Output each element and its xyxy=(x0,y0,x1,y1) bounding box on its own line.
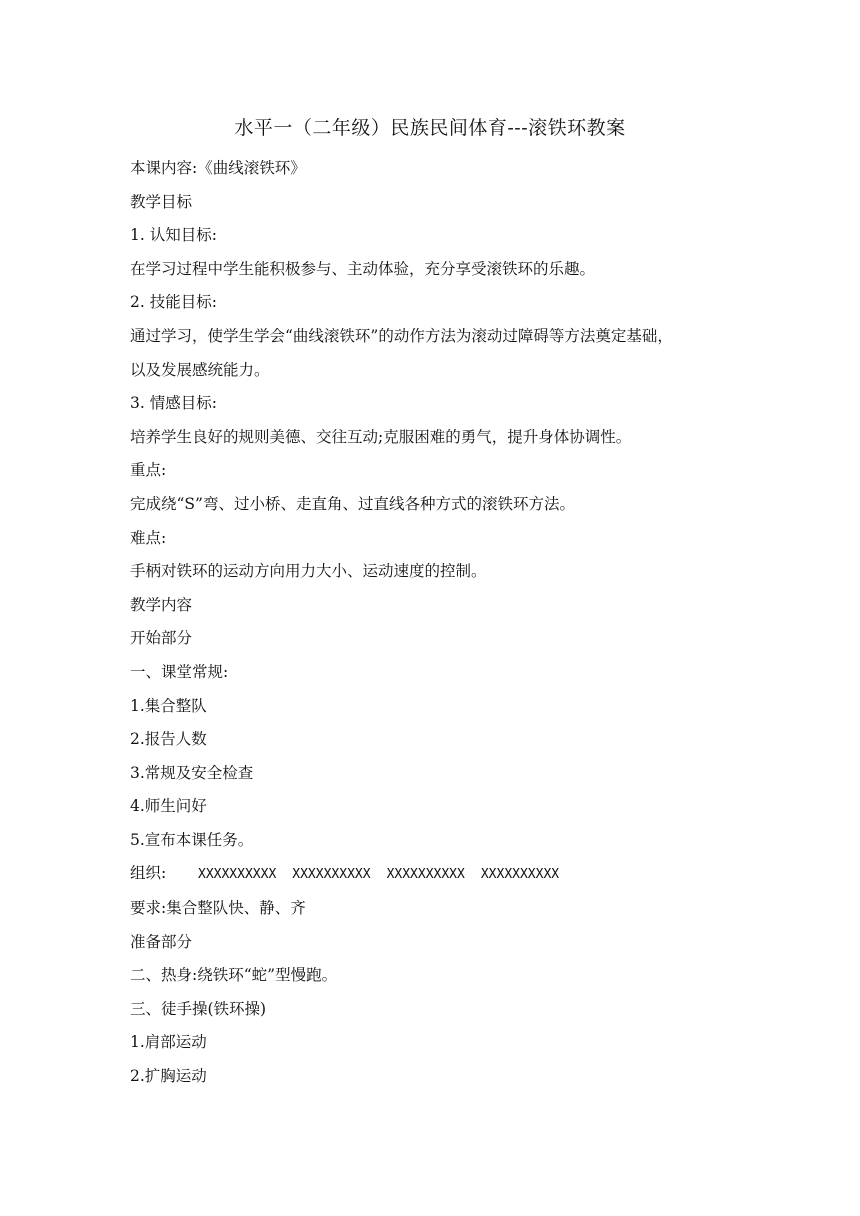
difficulty-text: 手柄对铁环的运动方向用力大小、运动速度的控制。 xyxy=(130,562,487,581)
start-section-heading: 开始部分 xyxy=(130,629,193,648)
routine-heading: 一、课堂常规: xyxy=(130,662,229,681)
exercise-item: 1.肩部运动 xyxy=(130,1033,207,1052)
routine-item: 4.师生问好 xyxy=(130,797,207,816)
requirement-line: 要求:集合整队快、静、齐 xyxy=(130,899,306,918)
exercise-heading: 三、徒手操(铁环操) xyxy=(130,999,267,1018)
emotional-goal-text: 培养学生良好的规则美德、交往互动;克服困难的勇气，提升身体协调性。 xyxy=(130,427,632,446)
lesson-content-line: 本课内容:《曲线滚铁环》 xyxy=(130,159,306,177)
formation-row: XXXXXXXXXX xyxy=(386,867,465,883)
organization-label: 组织: xyxy=(130,864,167,883)
emotional-goal-heading: 3. 情感目标: xyxy=(130,394,217,413)
cognitive-goal-heading: 1. 认知目标: xyxy=(130,226,217,245)
formation-row: XXXXXXXXXX xyxy=(480,867,560,883)
organization-line xyxy=(130,857,750,892)
warmup-line: 二、热身:绕铁环“蛇”型慢跑。 xyxy=(130,966,338,985)
routine-item: 5.宣布本课任务。 xyxy=(130,830,254,849)
key-point-heading: 重点: xyxy=(130,461,167,480)
cognitive-goal-text: 在学习过程中学生能积极参与、主动体验，充分享受滚铁环的乐趣。 xyxy=(130,259,596,278)
skill-goal-text-cont: 以及发展感统能力。 xyxy=(130,360,270,379)
prep-section-heading: 准备部分 xyxy=(130,932,193,951)
skill-goal-text: 通过学习，使学生学会“曲线滚铁环”的动作方法为滚动过障碍等方法奠定基础， xyxy=(130,326,673,345)
section-heading-content: 教学内容 xyxy=(130,595,193,614)
section-heading-objectives: 教学目标 xyxy=(130,192,193,211)
routine-item: 1.集合整队 xyxy=(130,696,207,715)
document-title: 水平一（二年级）民族民间体育---滚铁环教案 xyxy=(234,117,626,139)
difficulty-heading: 难点: xyxy=(130,528,167,547)
formation-row: XXXXXXXXXX xyxy=(198,867,277,883)
document-body xyxy=(130,152,750,1094)
exercise-item: 2.扩胸运动 xyxy=(130,1067,207,1086)
skill-goal-heading: 2. 技能目标: xyxy=(130,293,217,312)
key-point-text: 完成绕“S”弯、过小桥、走直角、过直线各种方式的滚铁环方法。 xyxy=(130,494,575,513)
routine-item: 3.常规及安全检查 xyxy=(130,763,254,782)
routine-item: 2.报告人数 xyxy=(130,730,207,749)
formation-row: XXXXXXXXXX xyxy=(292,867,371,883)
